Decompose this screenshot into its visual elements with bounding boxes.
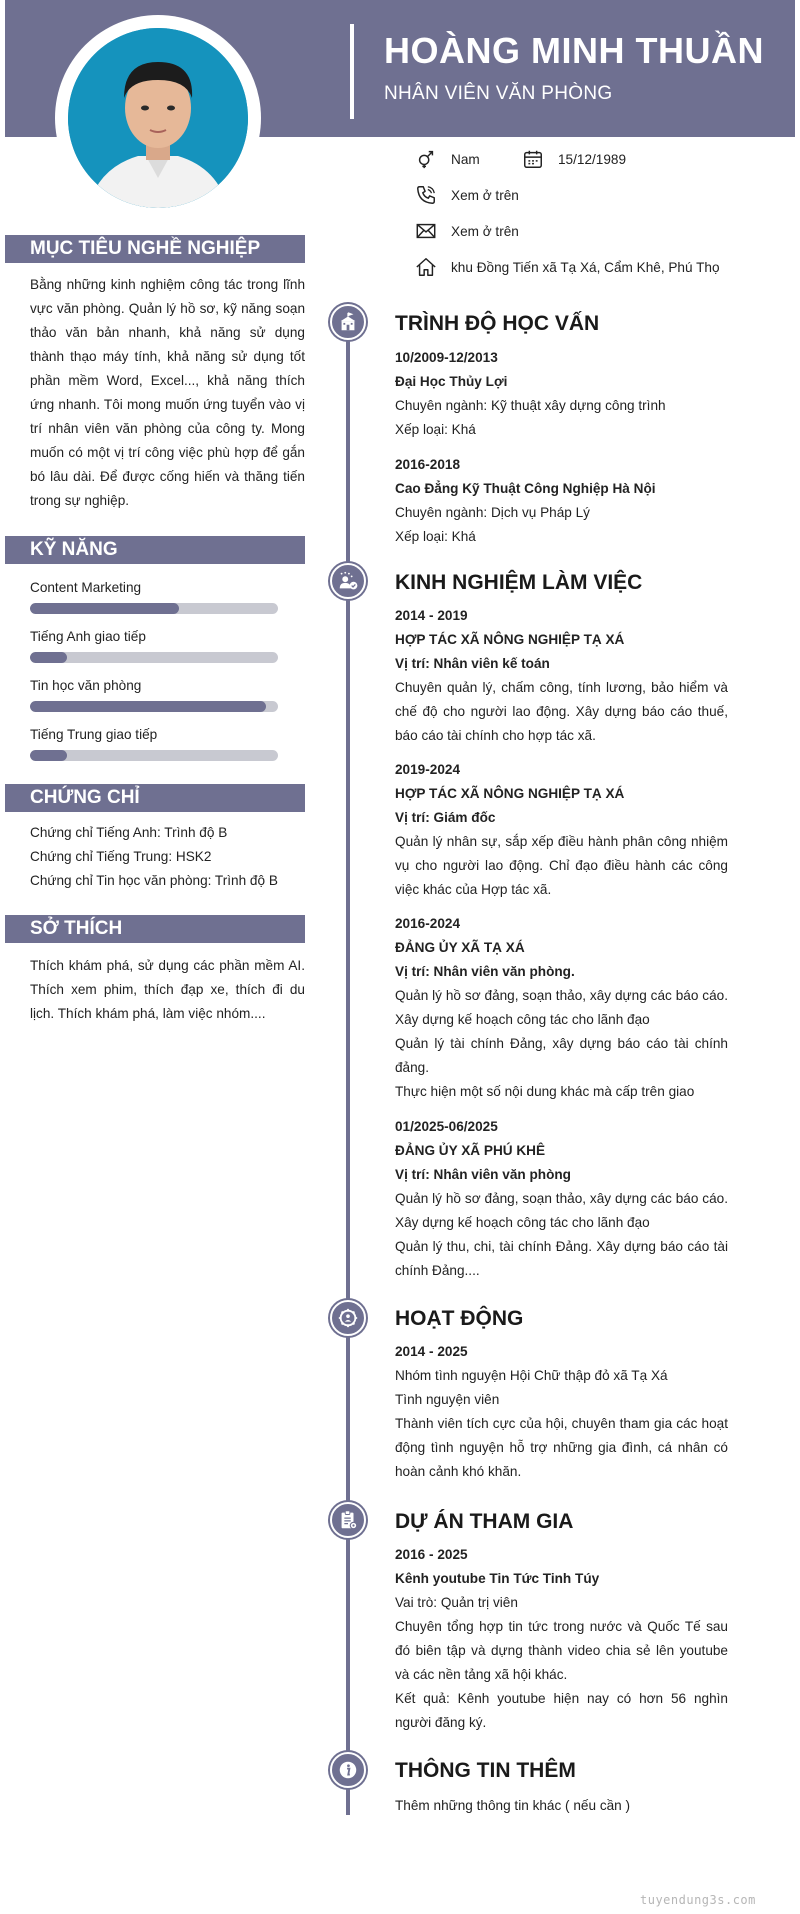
mail-icon (415, 220, 437, 242)
more-info-heading: THÔNG TIN THÊM (395, 1759, 576, 1782)
project-name: Kênh youtube Tin Tức Tinh Túy (395, 1571, 600, 1586)
skill-level-fill (30, 652, 67, 663)
education-icon (330, 304, 366, 340)
experience-period: 01/2025-06/2025 (395, 1119, 498, 1134)
certificate-item: Chứng chỉ Tin học văn phòng: Trình độ B (30, 873, 278, 888)
more-info-entry (395, 1794, 728, 1818)
project-role: Vai trò: Quản trị viên (395, 1595, 518, 1610)
education-major: Chuyên ngành: Kỹ thuật xây dựng công trình (395, 398, 666, 413)
experience-desc: Thực hiện một số nội dung khác mà cấp trên giao (395, 1084, 695, 1099)
education-period: 2016-2018 (395, 457, 461, 472)
activities-icon (330, 1300, 366, 1336)
experience-org: ĐẢNG ỦY XÃ PHÚ KHÊ (395, 1143, 546, 1158)
experience-desc: Quản lý nhân sự, sắp xếp điều hành phân công nhiệm vụ cho người lao động. Chỉ đạo điều hành các công việc khác của Hợp tác xã. (395, 834, 728, 897)
birthday-value: 15/12/1989 (558, 151, 627, 167)
activities-heading: HOẠT ĐỘNG (395, 1307, 524, 1330)
projects-heading: DỰ ÁN THAM GIA (395, 1510, 574, 1533)
experience-entry (395, 758, 728, 902)
experience-org: HỢP TÁC XÃ NÔNG NGHIỆP TẠ XÁ (395, 632, 625, 647)
experience-position: Vị trí: Giám đốc (395, 810, 496, 825)
activity-entry (395, 1340, 728, 1484)
education-major: Chuyên ngành: Dịch vụ Pháp Lý (395, 505, 590, 520)
experience-entry (395, 912, 728, 1104)
phone-row (415, 184, 519, 206)
project-result: Kết quả: Kênh youtube hiện nay có hơn 56 nghìn người đăng ký. (395, 1691, 728, 1730)
education-entry (395, 346, 728, 442)
skill-level-fill (30, 603, 179, 614)
gender-value: Nam (451, 151, 480, 167)
skill-level-bar (30, 652, 278, 663)
education-grade: Xếp loại: Khá (395, 422, 476, 437)
activity-period: 2014 - 2025 (395, 1344, 468, 1359)
gender-icon (415, 148, 437, 170)
experience-desc: Quản lý hồ sơ đảng, soạn thảo, xây dựng các báo cáo. Xây dựng kế hoạch công tác cho lãnh đạo (395, 1191, 728, 1230)
home-icon (415, 256, 437, 278)
experience-position: Vị trí: Nhân viên văn phòng. (395, 964, 575, 979)
info-icon (330, 1752, 366, 1788)
skill-label: Tin học văn phòng (30, 678, 142, 693)
address-row (415, 256, 720, 278)
objective-heading: MỤC TIÊU NGHỀ NGHIỆP (5, 235, 305, 263)
education-school: Cao Đẳng Kỹ Thuật Công Nghiệp Hà Nội (395, 481, 656, 496)
activity-org: Nhóm tình nguyện Hội Chữ thập đỏ xã Tạ Xá (395, 1368, 668, 1383)
certificates-heading: CHỨNG CHỈ (5, 784, 305, 812)
objective-text: Bằng những kinh nghiệm công tác trong lĩnh vực văn phòng. Quản lý hồ sơ, kỹ năng soạn thảo văn bản nhanh, khả năng sử dụng thành thạo máy tính, khả năng sử dụng tốt phần mềm Word, Excel..., khả năng thích ứng nhanh. Tôi mong muốn ứng tuyển vào vị trí nhân viên văn phòng của công ty. Mong muốn có một vị trí công việc phù hợp để gắn bó lâu dài. Để được cống hiến và thăng tiến trong sự nghiệp. (30, 277, 305, 508)
activity-desc: Thành viên tích cực của hội, chuyên tham gia các hoạt động tình nguyện hỗ trợ những gia đình, cá nhân có hoàn cảnh khó khăn. (395, 1416, 728, 1479)
education-school: Đại Học Thủy Lợi (395, 374, 508, 389)
experience-org: HỢP TÁC XÃ NÔNG NGHIỆP TẠ XÁ (395, 786, 625, 801)
experience-period: 2016-2024 (395, 916, 461, 931)
project-desc: Chuyên tổng hợp tin tức trong nước và Quốc Tế sau đó biên tập và dựng thành video chia sẻ lên youtube và các nền tảng xã hội khác. (395, 1619, 728, 1682)
certificate-item: Chứng chỉ Tiếng Trung: HSK2 (30, 849, 212, 864)
skills-heading: KỸ NĂNG (5, 536, 305, 564)
more-info-text: Thêm những thông tin khác ( nếu cần ) (395, 1798, 631, 1813)
experience-icon (330, 563, 366, 599)
education-heading: TRÌNH ĐỘ HỌC VẤN (395, 312, 600, 335)
skill-level-bar (30, 701, 278, 712)
project-entry (395, 1543, 728, 1735)
experience-desc: Chuyên quản lý, chấm công, tính lương, bảo hiểm và chế độ cho người lao động. Xây dựng báo cáo thuế, báo cáo tài chính cho hợp tác xã. (395, 680, 728, 743)
email-value: Xem ở trên (451, 223, 519, 239)
experience-desc: Quản lý tài chính Đảng, xây dựng báo cáo tài chính đảng. (395, 1036, 728, 1075)
email-row (415, 220, 519, 242)
avatar (68, 28, 248, 208)
experience-entry (395, 1115, 728, 1283)
experience-entry (395, 604, 728, 748)
portrait-photo (68, 28, 248, 208)
skill-label: Tiếng Anh giao tiếp (30, 629, 146, 644)
job-title: NHÂN VIÊN VĂN PHÒNG (384, 83, 613, 104)
skill-level-fill (30, 750, 67, 761)
calendar-icon (522, 148, 544, 170)
birthday-row (522, 148, 626, 170)
education-grade: Xếp loại: Khá (395, 529, 476, 544)
experience-period: 2019-2024 (395, 762, 461, 777)
timeline-line (346, 320, 350, 1815)
skill-label: Tiếng Trung giao tiếp (30, 727, 158, 742)
hobbies-heading: SỞ THÍCH (5, 915, 305, 943)
hobbies-text: Thích khám phá, sử dụng các phần mềm AI. Thích xem phim, thích đạp xe, thích đi du lịch. Thích khám phá, làm việc nhóm.... (30, 958, 305, 1021)
experience-position: Vị trí: Nhân viên văn phòng (395, 1167, 571, 1182)
education-period: 10/2009-12/2013 (395, 350, 498, 365)
experience-org: ĐẢNG ỦY XÃ TẠ XÁ (395, 940, 525, 955)
watermark: tuyendung3s.com (640, 1893, 756, 1907)
skill-level-bar (30, 603, 278, 614)
activity-role: Tình nguyện viên (395, 1392, 500, 1407)
experience-desc: Quản lý hồ sơ đảng, soạn thảo, xây dựng các báo cáo. Xây dựng kế hoạch công tác cho lãnh đạo (395, 988, 728, 1027)
gender-row (415, 148, 480, 170)
project-period: 2016 - 2025 (395, 1547, 468, 1562)
experience-position: Vị trí: Nhân viên kế toán (395, 656, 550, 671)
skill-level-bar (30, 750, 278, 761)
phone-icon (415, 184, 437, 206)
education-entry (395, 453, 728, 549)
header-divider (350, 24, 354, 119)
projects-icon (330, 1502, 366, 1538)
candidate-name: HOÀNG MINH THUẦN (384, 30, 764, 71)
experience-period: 2014 - 2019 (395, 608, 468, 623)
certificate-item: Chứng chỉ Tiếng Anh: Trình độ B (30, 825, 228, 840)
experience-heading: KINH NGHIỆM LÀM VIỆC (395, 571, 643, 594)
experience-desc: Quản lý thu, chi, tài chính Đảng. Xây dựng báo cáo tài chính Đảng.... (395, 1239, 728, 1278)
skill-label: Content Marketing (30, 580, 142, 595)
phone-value: Xem ở trên (451, 187, 519, 203)
address-value: khu Đồng Tiến xã Tạ Xá, Cẩm Khê, Phú Thọ (451, 259, 720, 275)
skill-level-fill (30, 701, 266, 712)
